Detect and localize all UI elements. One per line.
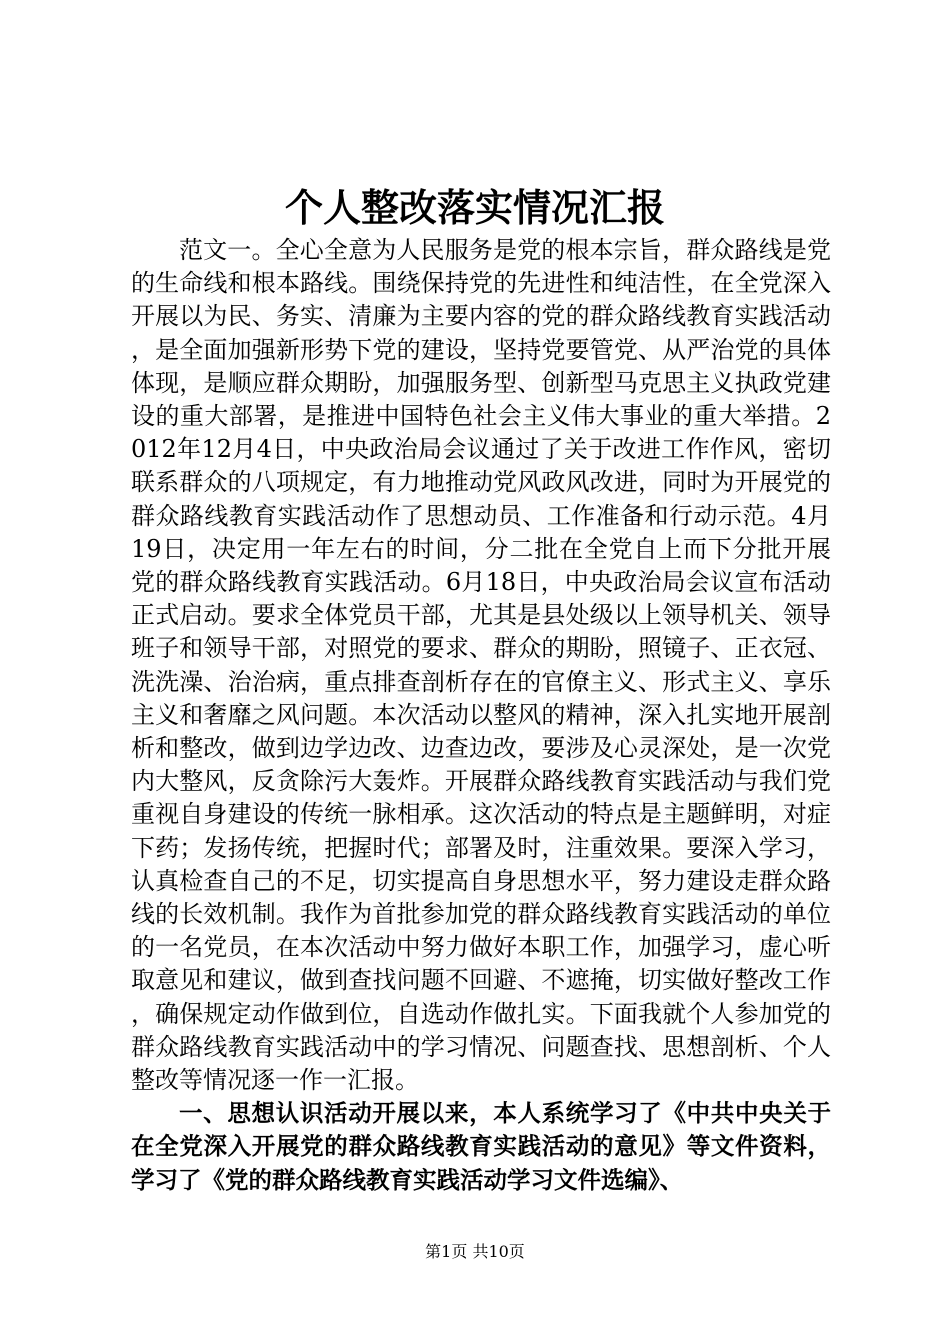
document-body [131, 234, 831, 1197]
section-heading-paragraph: 一、思想认识活动开展以来，本人系统学习了《中共中央关于在全党深入开展党的群众路线教育实践活动的意见》等文件资料，学习了《党的群众路线教育实践活动学习文件选编》、 [131, 1099, 831, 1194]
body-paragraph: 范文一。全心全意为人民服务是党的根本宗旨，群众路线是党的生命线和根本路线。围绕保持党的先进性和纯洁性，在全党深入开展以为民、务实、清廉为主要内容的党的群众路线教育实践活动，是全面加强新形势下党的建设，坚持党要管党、从严治党的具体体现，是顺应群众期盼，加强服务型、创新型马克思主义执政党建设的重大部署，是推进中国特色社会主义伟大事业的重大举措。2012年12月4日，中央政治局会议通过了关于改进工作作风，密切联系群众的八项规定，有力地推动党风政风改进，同时为开展党的群众路线教育实践活动作了思想动员、工作准备和行动示范。4月19日，决定用一年左右的时间，分二批在全党自上而下分批开展党的群众路线教育实践活动。6月18日，中央政治局会议宣布活动正式启动。要求全体党员干部，尤其是县处级以上领导机关、领导班子和领导干部，对照党的要求、群众的期盼，照镜子、正衣冠、洗洗澡、治治病，重点排查剖析存在的官僚主义、形式主义、享乐主义和奢靡之风问题。本次活动以整风的精神，深入扎实地开展剖析和整改，做到边学边改、边查边改，要涉及心灵深处，是一次党内大整风，反贪除污大轰炸。开展群众路线教育实践活动与我们党重视自身建设的传统一脉相承。这次活动的特点是主题鲜明，对症下药；发扬传统，把握时代；部署及时，注重效果。要深入学习，认真检查自己的不足，切实提高自身思想水平，努力建设走群众路线的长效机制。我作为首批参加党的群众路线教育实践活动的单位的一名党员，在本次活动中努力做好本职工作，加强学习，虚心听取意见和建议，做到查找问题不回避、不遮掩，切实做好整改工作，确保规定动作做到位，自选动作做扎实。下面我就个人参加党的群众路线教育实践活动中的学习情况、问题查找、思想剖析、个人整改等情况逐一作一汇报。 [131, 236, 831, 1095]
page-footer: 第1页 共10页 [425, 1242, 525, 1261]
document-title: 个人整改落实情况汇报 [284, 185, 665, 230]
